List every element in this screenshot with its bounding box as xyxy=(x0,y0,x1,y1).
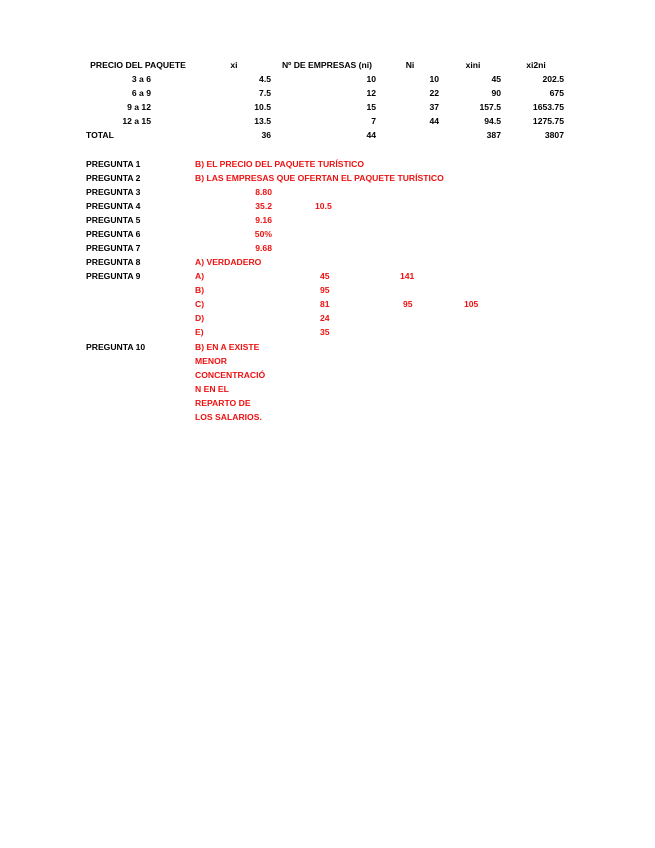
answer-10-line-5: REPARTO DE xyxy=(195,398,251,408)
question-label-3: PREGUNTA 3 xyxy=(86,187,141,197)
answer-10-line-1: B) EN A EXISTE xyxy=(195,342,260,352)
answer-9-a-value-1: 45 xyxy=(320,271,330,281)
table-row-4-ni: 7 xyxy=(371,116,376,126)
answer-10-line-4: N EN EL xyxy=(195,384,229,394)
question-label-2: PREGUNTA 2 xyxy=(86,173,141,183)
table-row-2-xi: 7.5 xyxy=(259,88,271,98)
table-row-1-xini: 45 xyxy=(491,74,501,84)
answer-9-e-letter: E) xyxy=(195,327,204,337)
answer-9-a-letter: A) xyxy=(195,271,205,281)
table-row-3-Ni: 37 xyxy=(429,102,439,112)
answer-2: B) LAS EMPRESAS QUE OFERTAN EL PAQUETE TURÍSTICO xyxy=(195,173,444,183)
answer-9-c-value-2: 95 xyxy=(403,299,413,309)
table-row-4-Ni: 44 xyxy=(429,116,439,126)
table-row-3-xini: 157.5 xyxy=(479,102,501,112)
table-row-2-xini: 90 xyxy=(491,88,501,98)
header-Ni: Ni xyxy=(405,60,415,70)
question-label-9: PREGUNTA 9 xyxy=(86,271,141,281)
header-xi: xi xyxy=(230,60,238,70)
header-ni: Nº DE EMPRESAS (ni) xyxy=(281,60,373,70)
table-row-3-xi: 10.5 xyxy=(254,102,271,112)
header-xini: xini xyxy=(465,60,481,70)
table-total-label: TOTAL xyxy=(86,130,114,140)
table-row-3-range: 9 a 12 xyxy=(127,102,151,112)
table-total-ni: 44 xyxy=(366,130,376,140)
question-label-1: PREGUNTA 1 xyxy=(86,159,141,169)
table-total-xi2ni: 3807 xyxy=(544,130,564,140)
answer-10-line-2: MENOR xyxy=(195,356,227,366)
header-xi2ni: xi2ni xyxy=(526,60,546,70)
answer-8: A) VERDADERO xyxy=(195,257,262,267)
question-label-6: PREGUNTA 6 xyxy=(86,229,141,239)
answer-4-extra: 10.5 xyxy=(315,201,332,211)
question-label-4: PREGUNTA 4 xyxy=(86,201,141,211)
answer-9-a-value-2: 141 xyxy=(400,271,415,281)
answer-9-b-value-1: 95 xyxy=(320,285,330,295)
answer-10-line-3: CONCENTRACIÓ xyxy=(195,370,266,380)
table-row-1-xi: 4.5 xyxy=(259,74,271,84)
table-row-4-range: 12 a 15 xyxy=(122,116,151,126)
answer-9-d-value-1: 24 xyxy=(320,313,330,323)
table-row-4-xi: 13.5 xyxy=(254,116,271,126)
question-label-10: PREGUNTA 10 xyxy=(86,342,146,352)
question-label-8: PREGUNTA 8 xyxy=(86,257,141,267)
answer-9-e-value-1: 35 xyxy=(320,327,330,337)
answer-9-b-letter: B) xyxy=(195,285,205,295)
answer-10-line-6: LOS SALARIOS. xyxy=(195,412,262,422)
table-row-1-range: 3 a 6 xyxy=(131,74,151,84)
table-total-xi: 36 xyxy=(261,130,271,140)
answer-1: B) EL PRECIO DEL PAQUETE TURÍSTICO xyxy=(195,159,365,169)
answer-6: 50% xyxy=(254,229,272,239)
table-row-2-range: 6 a 9 xyxy=(131,88,151,98)
table-total-xini: 387 xyxy=(486,130,501,140)
table-row-4-xini: 94.5 xyxy=(484,116,501,126)
answer-5: 9.16 xyxy=(255,215,272,225)
table-row-2-Ni: 22 xyxy=(429,88,439,98)
answer-9-c-value-1: 81 xyxy=(320,299,330,309)
question-label-5: PREGUNTA 5 xyxy=(86,215,141,225)
answer-3: 8.80 xyxy=(255,187,272,197)
table-row-4-xi2ni: 1275.75 xyxy=(532,116,564,126)
answer-4: 35.2 xyxy=(255,201,272,211)
question-label-7: PREGUNTA 7 xyxy=(86,243,141,253)
table-row-3-xi2ni: 1653.75 xyxy=(532,102,564,112)
table-row-1-xi2ni: 202.5 xyxy=(542,74,564,84)
answer-9-c-value-3: 105 xyxy=(464,299,479,309)
answer-7: 9.68 xyxy=(255,243,272,253)
table-row-1-ni: 10 xyxy=(366,74,376,84)
table-row-2-xi2ni: 675 xyxy=(549,88,564,98)
answer-9-c-letter: C) xyxy=(195,299,205,309)
table-row-2-ni: 12 xyxy=(366,88,376,98)
table-row-1-Ni: 10 xyxy=(429,74,439,84)
header-precio: PRECIO DEL PAQUETE xyxy=(90,60,186,70)
answer-9-d-letter: D) xyxy=(195,313,205,323)
table-row-3-ni: 15 xyxy=(366,102,376,112)
